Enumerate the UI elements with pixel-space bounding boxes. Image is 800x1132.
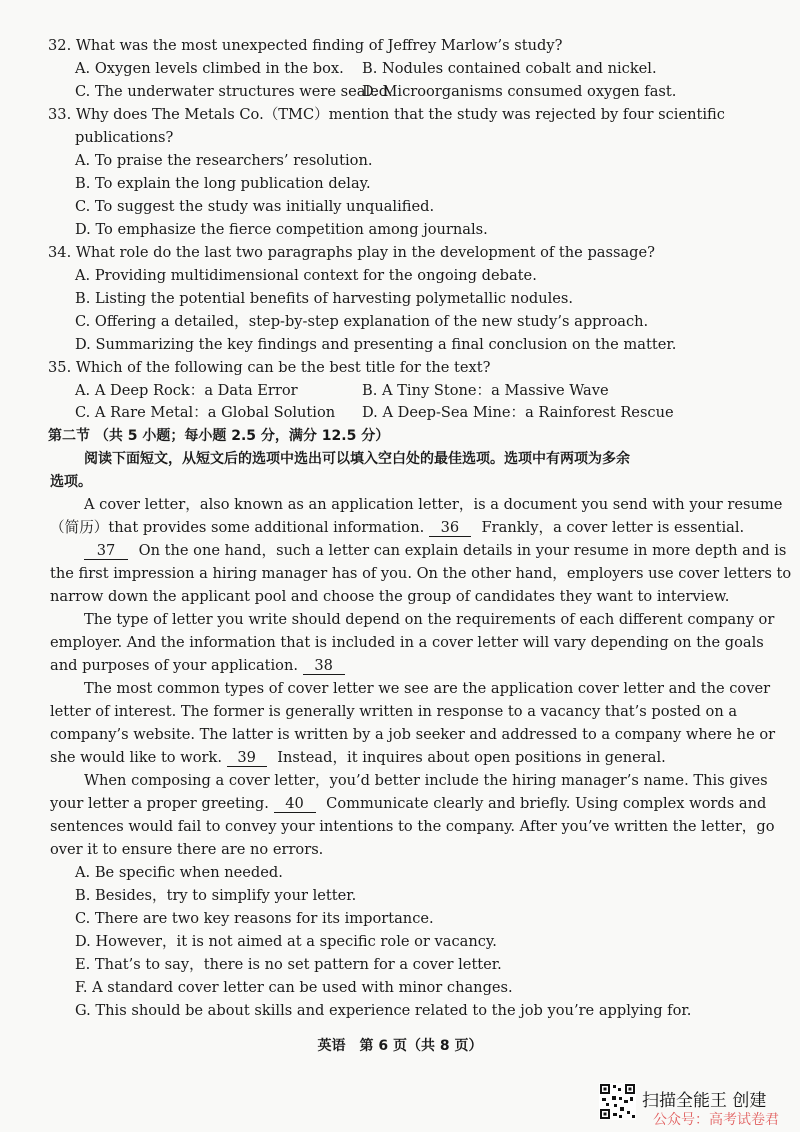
passage-text: and purposes of your application.	[50, 657, 299, 674]
question-33-stem: 33. Why does The Metals Co.（TMC）mention that the study was rejected by four scientific	[48, 106, 725, 123]
passage-text: Communicate clearly and briefly. Using complex words and	[326, 795, 767, 812]
question-33-option-c: C. To suggest the study was initially unqualified.	[75, 198, 435, 215]
passage-p2-line3: narrow down the applicant pool and choose the group of candidates they want to interview.	[50, 588, 730, 605]
question-32-option-a: A. Oxygen levels climbed in the box.	[75, 60, 344, 77]
passage-p1-line1: A cover letter，also known as an application letter，is a document you send with your resume	[84, 496, 783, 513]
passage-text: your letter a proper greeting.	[50, 795, 269, 812]
question-34-option-d: D. Summarizing the key findings and presenting a final conclusion on the matter.	[75, 336, 677, 353]
passage-text: Frankly，a cover letter is essential.	[481, 519, 745, 536]
blank-40: 40	[274, 795, 316, 813]
qr-code-icon	[599, 1083, 636, 1120]
question-33-stem-cont: publications?	[75, 129, 174, 146]
question-34-option-b: B. Listing the potential benefits of harvesting polymetallic nodules.	[75, 290, 574, 307]
passage-p4-line4	[50, 748, 666, 768]
question-34-option-a: A. Providing multidimensional context for the ongoing debate.	[75, 267, 537, 284]
blank-37: 37	[84, 542, 128, 560]
question-33-option-b: B. To explain the long publication delay.	[75, 175, 371, 192]
passage-p5-line4: over it to ensure there are no errors.	[50, 841, 324, 858]
account-watermark: 公众号：高考试卷君	[653, 1112, 779, 1128]
choice-g: G. This should be about skills and experience related to the job you’re applying for.	[75, 1002, 692, 1019]
passage-p5-line1: When composing a cover letter，you’d better include the hiring manager’s name. This gives	[84, 772, 768, 789]
passage-p2-line1	[84, 541, 786, 561]
page-footer	[0, 1036, 800, 1056]
question-35-option-c: C. A Rare Metal：a Global Solution	[75, 404, 336, 421]
question-32-option-d: D. Microorganisms consumed oxygen fast.	[362, 83, 677, 100]
passage-p5-line2	[50, 794, 766, 814]
question-34-option-c: C. Offering a detailed，step-by-step explanation of the new study’s approach.	[75, 313, 649, 330]
passage-p1-line2	[50, 518, 744, 538]
passage-p4-line1: The most common types of cover letter we see are the application cover letter and the cover	[84, 680, 771, 697]
question-32-option-b: B. Nodules contained cobalt and nickel.	[362, 60, 657, 77]
passage-p3-line3	[50, 656, 351, 676]
passage-p3-line2: employer. And the information that is included in a cover letter will vary depending on the goals	[50, 634, 764, 651]
passage-p3-line1: The type of letter you write should depend on the requirements of each different company or	[84, 611, 775, 628]
section-instructions-cont: 选项。	[50, 474, 92, 490]
blank-38: 38	[303, 657, 345, 675]
question-35-option-a: A. A Deep Rock：a Data Error	[75, 382, 298, 399]
passage-p4-line2: letter of interest. The former is generally written in response to a vacancy that’s posted on a	[50, 703, 738, 720]
question-35-stem: 35. Which of the following can be the best title for the text?	[48, 359, 491, 376]
question-34-stem: 34. What role do the last two paragraphs play in the development of the passage?	[48, 244, 655, 261]
page-number: 英语 第 6 页（共 8 页）	[317, 1038, 483, 1054]
blank-36: 36	[429, 519, 471, 537]
section-instructions: 阅读下面短文，从短文后的选项中选出可以填入空白处的最佳选项。选项中有两项为多余	[84, 451, 630, 467]
choice-d: D. However，it is not aimed at a specific role or vacancy.	[75, 933, 497, 950]
question-33-option-a: A. To praise the researchers’ resolution.	[75, 152, 373, 169]
choice-b: B. Besides，try to simplify your letter.	[75, 887, 357, 904]
choice-e: E. That’s to say，there is no set pattern for a cover letter.	[75, 956, 502, 973]
passage-p4-line3: company’s website. The latter is written by a job seeker and addressed to a company where he or	[50, 726, 776, 743]
question-33-option-d: D. To emphasize the fierce competition among journals.	[75, 221, 488, 238]
question-35-option-d: D. A Deep-Sea Mine：a Rainforest Rescue	[362, 404, 674, 421]
scanner-watermark: 扫描全能王 创建	[642, 1091, 767, 1111]
passage-text: On the one hand，such a letter can explain details in your resume in more depth and is	[138, 542, 787, 559]
question-35-option-b: B. A Tiny Stone：a Massive Wave	[362, 382, 609, 399]
question-32-stem: 32. What was the most unexpected finding of Jeffrey Marlow’s study?	[48, 37, 563, 54]
passage-p5-line3: sentences would fail to convey your intentions to the company. After you’ve written the letter，go	[50, 818, 775, 835]
passage-p2-line2: the first impression a hiring manager has of you. On the other hand，employers use cover letters to	[50, 565, 792, 582]
choice-c: C. There are two key reasons for its importance.	[75, 910, 434, 927]
question-32-option-c: C. The underwater structures were sealed.	[75, 83, 393, 100]
passage-text: （简历）that provides some additional information.	[50, 519, 425, 536]
blank-39: 39	[227, 749, 267, 767]
choice-f: F. A standard cover letter can be used with minor changes.	[75, 979, 513, 996]
passage-text: Instead，it inquires about open positions in general.	[277, 749, 666, 766]
passage-text: she would like to work.	[50, 749, 222, 766]
section-heading: 第二节 （共 5 小题；每小题 2.5 分，满分 12.5 分）	[48, 428, 390, 444]
choice-a: A. Be specific when needed.	[75, 864, 283, 881]
